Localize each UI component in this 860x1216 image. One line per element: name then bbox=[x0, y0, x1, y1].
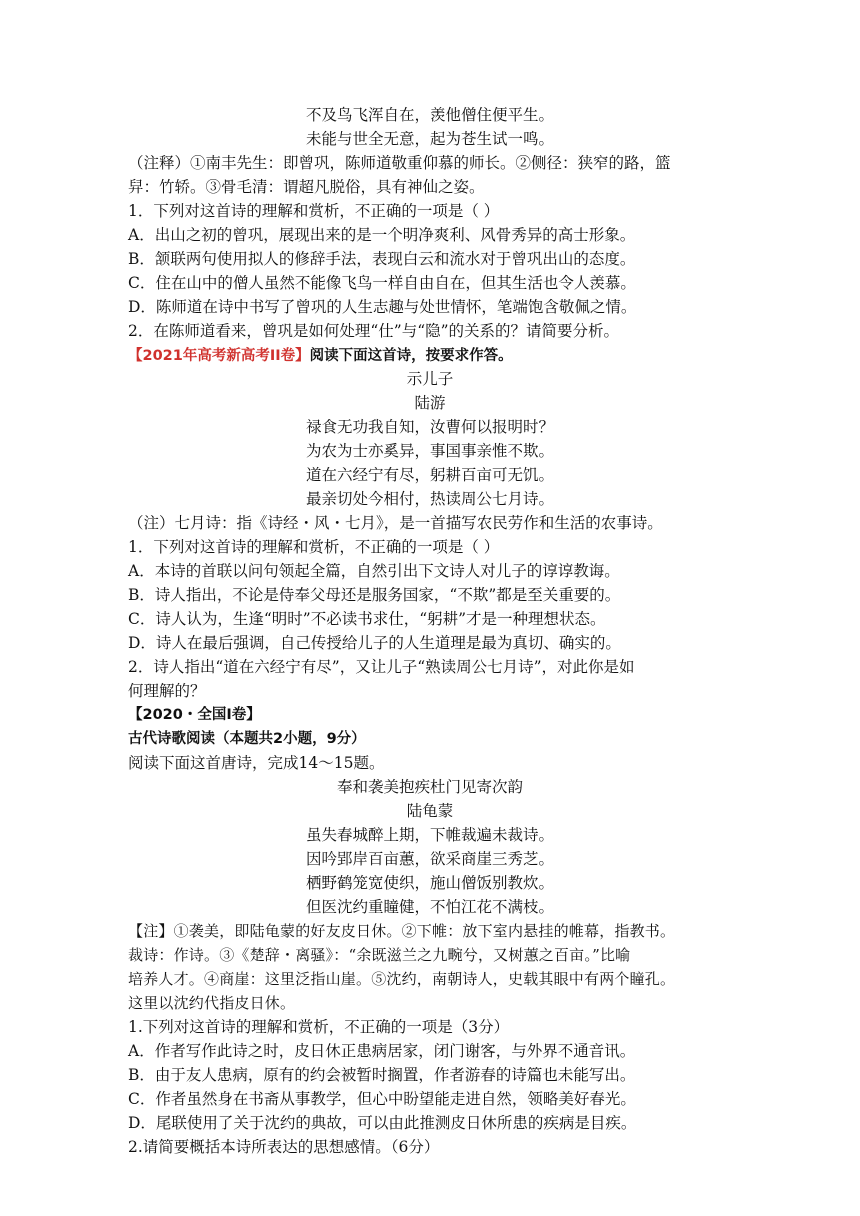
poem-author: 陆游 bbox=[414, 394, 446, 412]
section-instruction: 阅读下面这首诗，按要求作答。 bbox=[309, 348, 513, 364]
question-stem: 1．下列对这首诗的理解和赏析，不正确的一项是（ ） bbox=[128, 538, 500, 556]
question-stem-continued: 何理解的？ bbox=[128, 682, 206, 700]
section-instruction: 阅读下面这首唐诗，完成14～15题。 bbox=[128, 754, 385, 772]
annotation-line: （注）七月诗：指《诗经・风・七月》，是一首描写农民劳作和生活的农事诗。 bbox=[128, 514, 663, 532]
question-stem: 2．在陈师道看来，曾巩是如何处理“仕”与“隐”的关系的？请简要分析。 bbox=[128, 322, 620, 340]
question-stem: 1．下列对这首诗的理解和赏析，不正确的一项是（ ） bbox=[128, 202, 500, 220]
poem-line: 因吟郢岸百亩蕙，欲采商崖三秀芝。 bbox=[305, 850, 554, 868]
option-c: C．住在山中的僧人虽然不能像飞鸟一样自由自在，但其生活也令人羡慕。 bbox=[128, 274, 636, 292]
option-b: B．由于友人患病，原有的约会被暂时搁置，作者游春的诗篇也未能写出。 bbox=[128, 1066, 636, 1084]
option-a: A．出山之初的曾巩，展现出来的是一个明净爽利、风骨秀异的高士形象。 bbox=[128, 226, 636, 244]
annotation-line: 裁诗：作诗。③《楚辞・离骚》：“余既滋兰之九畹兮，又树蕙之百亩。”比喻 bbox=[128, 946, 631, 964]
poem-line: 但医沈约重瞳健，不怕江花不满枝。 bbox=[305, 898, 554, 916]
question-stem: 2．诗人指出“道在六经宁有尽”，又让儿子“熟读周公七月诗”，对此你是如 bbox=[128, 658, 635, 676]
option-a: A．本诗的首联以问句领起全篇，自然引出下文诗人对儿子的谆谆教诲。 bbox=[128, 562, 620, 580]
option-d: D．尾联使用了关于沈约的典故，可以由此推测皮日休所患的疾病是目疾。 bbox=[128, 1114, 637, 1132]
poem-line: 道在六经宁有尽，躬耕百亩可无饥。 bbox=[305, 466, 554, 484]
option-a: A．作者写作此诗之时，皮日休正患病居家，闭门谢客，与外界不通音讯。 bbox=[128, 1042, 636, 1060]
section-header bbox=[128, 344, 513, 367]
poem-line: 栖野鹤笼宽使织，施山僧饭别教炊。 bbox=[305, 874, 554, 892]
poem-title: 奉和袭美抱疾杜门见寄次韵 bbox=[336, 778, 523, 796]
poem-line: 为农为士亦奚异，事国事亲惟不欺。 bbox=[305, 442, 554, 460]
poem-line: 不及鸟飞浑自在，羡他僧住便平生。 bbox=[305, 106, 554, 124]
option-c: C．作者虽然身在书斋从事教学，但心中盼望能走进自然，领略美好春光。 bbox=[128, 1090, 636, 1108]
poem-line: 未能与世全无意，起为苍生试一鸣。 bbox=[305, 130, 554, 148]
exam-source-tag: 【2020・全国Ⅰ卷】 bbox=[128, 707, 261, 723]
annotation-line: 培养人才。④商崖：这里泛指山崖。⑤沈约，南朝诗人，史载其眼中有两个瞳孔。 bbox=[128, 970, 676, 988]
option-b: B．诗人指出，不论是侍奉父母还是服务国家，“不欺”都是至关重要的。 bbox=[128, 586, 621, 604]
option-b: B．颔联两句使用拟人的修辞手法，表现白云和流水对于曾巩出山的态度。 bbox=[128, 250, 636, 268]
annotation-line: （注释）①南丰先生：即曾巩，陈师道敬重仰慕的师长。②侧径：狭窄的路，篮 bbox=[128, 154, 671, 172]
annotation-line: 舁：竹轿。③骨毛清：谓超凡脱俗，具有神仙之姿。 bbox=[128, 178, 485, 196]
option-d: D．诗人在最后强调，自己传授给儿子的人生道理是最为真切、确实的。 bbox=[128, 634, 621, 652]
option-c: C．诗人认为，生逢“明时”不必读书求仕，“躬耕”才是一种理想状态。 bbox=[128, 610, 606, 628]
exam-source-tag: 【2021年高考新高考II卷】 bbox=[128, 348, 310, 364]
poem-line: 禄食无功我自知，汝曹何以报明时？ bbox=[305, 418, 554, 436]
poem-author: 陆龟蒙 bbox=[406, 802, 454, 820]
question-stem: 2.请简要概括本诗所表达的思想感情。（6分） bbox=[128, 1138, 440, 1156]
poem-title: 示儿子 bbox=[406, 370, 454, 388]
option-d: D．陈师道在诗中书写了曾巩的人生志趣与处世情怀，笔端饱含敬佩之情。 bbox=[128, 298, 637, 316]
poem-line: 虽失春城醉上期，下帷裁遍未裁诗。 bbox=[305, 826, 554, 844]
section-heading: 古代诗歌阅读（本题共2小题，9分） bbox=[128, 731, 366, 747]
annotation-line: 【注】①袭美，即陆龟蒙的好友皮日休。②下帷：放下室内悬挂的帷幕，指教书。 bbox=[128, 922, 676, 940]
question-stem: 1.下列对这首诗的理解和赏析，不正确的一项是（3分） bbox=[128, 1018, 510, 1036]
annotation-line: 这里以沈约代指皮日休。 bbox=[128, 994, 296, 1012]
poem-line: 最亲切处今相付，热读周公七月诗。 bbox=[305, 490, 554, 508]
